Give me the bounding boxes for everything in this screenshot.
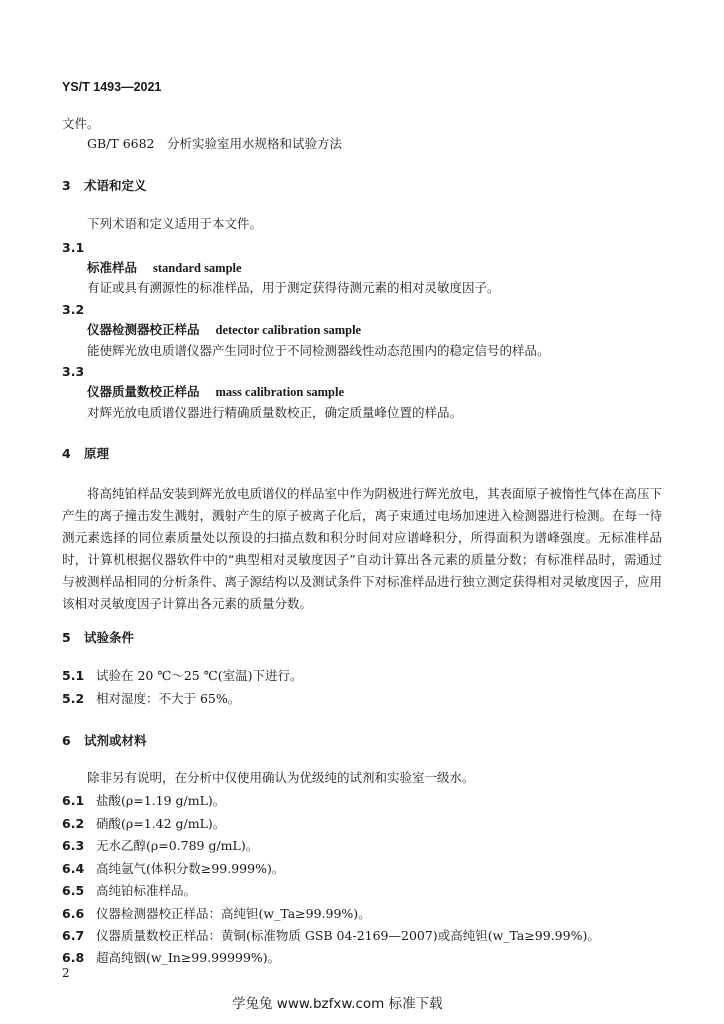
clause-text: 超高纯铟(w_In≥99.99999%)。	[96, 950, 281, 965]
clause-text: 高纯铂标准样品。	[96, 883, 197, 898]
clause-number: 6.5	[62, 883, 85, 898]
principle-paragraph: 将高纯铂样品安装到辉光放电质谱仪的样品室中作为阴极进行辉光放电，其表面原子被惰性气体在高压下产生的离子撞击发生溅射，溅射产生的原子被离子化后，离子束通过电场加速进入检测器进行检测。在每一待测元素选择的同位素质量处以预设的扫描点数和积分时间对应谱峰积分，所得面积为谱峰强度。无标准样品时，计算机根据仪器软件中的“典型相对灵敏度因子”自动计算出各元素的质量分数；有标准样品时，需通过与被测样品相同的分析条件、离子源结构以及测试条件下对标准样品进行独立测定获得相对灵敏度因子，应用该相对灵敏度因子计算出各元素的质量分数。	[62, 486, 663, 611]
reagent-6-3	[62, 838, 258, 854]
section-title: 原理	[84, 446, 110, 461]
term-title	[87, 322, 361, 338]
section-3-heading	[62, 178, 147, 194]
term-number: 3.2	[62, 302, 85, 317]
section-4-heading	[62, 446, 109, 462]
reagent-6-1	[62, 793, 225, 809]
section-number: 4	[62, 446, 71, 461]
reagent-6-6	[62, 906, 371, 922]
reagent-6-8	[62, 950, 280, 966]
reagent-6-2	[62, 816, 225, 832]
term-title	[87, 384, 344, 400]
clause-number: 6.2	[62, 816, 85, 831]
term-number: 3.3	[62, 364, 85, 379]
doc-header: YS/T 1493—2021	[62, 80, 162, 94]
section-title: 术语和定义	[84, 178, 147, 193]
term-definition: 对辉光放电质谱仪器进行精确质量数校正，确定质量峰位置的样品。	[87, 405, 463, 420]
section-title: 试剂或材料	[84, 733, 147, 748]
clause-text: 盐酸(ρ=1.19 g/mL)。	[96, 793, 226, 808]
clause-number: 6.6	[62, 906, 85, 921]
term-en: mass calibration sample	[215, 385, 344, 399]
clause-number: 6.1	[62, 793, 85, 808]
section-intro: 除非另有说明，在分析中仅使用确认为优级纯的试剂和实验室一级水。	[87, 770, 475, 785]
clause-number: 6.7	[62, 928, 85, 943]
term-title	[87, 260, 242, 276]
clause-text: 仪器质量数校正样品：黄铜(标准物质 GSB 04-2169—2007)或高纯钽(w_Ta≥99.99%)。	[96, 928, 600, 943]
section-6-heading	[62, 733, 147, 749]
reagent-6-7	[62, 928, 600, 944]
term-zh: 标准样品	[87, 260, 138, 275]
clause-number: 5.1	[62, 668, 85, 683]
term-en: detector calibration sample	[215, 323, 362, 337]
clause-text: 仪器检测器校正样品：高纯钽(w_Ta≥99.99%)。	[96, 906, 371, 921]
clause-text: 无水乙醇(ρ=0.789 g/mL)。	[96, 838, 259, 853]
clause-text: 硝酸(ρ=1.42 g/mL)。	[96, 816, 226, 831]
term-definition: 能使辉光放电质谱仪器产生同时位于不同检测器线性动态范围内的稳定信号的样品。	[87, 343, 550, 358]
clause-text: 试验在 20 ℃～25 ℃(室温)下进行。	[96, 668, 303, 683]
clause-5-2	[62, 691, 240, 707]
section-number: 5	[62, 630, 71, 645]
term-zh: 仪器检测器校正样品	[87, 322, 200, 337]
reagent-6-5	[62, 883, 196, 899]
section-title: 试验条件	[84, 630, 135, 645]
site-watermark: 学兔兔 www.bzfxw.com 标准下载	[232, 996, 443, 1012]
reagent-6-4	[62, 861, 284, 877]
clause-number: 6.4	[62, 861, 85, 876]
reference-gbt6682: GB/T 6682 分析实验室用水规格和试验方法	[87, 136, 343, 151]
section-number: 3	[62, 178, 71, 193]
term-number: 3.1	[62, 240, 85, 255]
section-number: 6	[62, 733, 71, 748]
section-intro: 下列术语和定义适用于本文件。	[87, 216, 263, 231]
text-line: 文件。	[62, 116, 100, 131]
term-en: standard sample	[153, 261, 242, 275]
clause-text: 相对湿度：不大于 65%。	[96, 691, 241, 706]
clause-number: 5.2	[62, 691, 85, 706]
clause-number: 6.8	[62, 950, 85, 965]
page-number: 2	[62, 966, 70, 980]
clause-text: 高纯氩气(体积分数≥99.999%)。	[96, 861, 285, 876]
term-definition: 有证或具有溯源性的标准样品，用于测定获得待测元素的相对灵敏度因子。	[87, 280, 500, 295]
clause-5-1	[62, 668, 302, 684]
term-zh: 仪器质量数校正样品	[87, 384, 200, 399]
clause-number: 6.3	[62, 838, 85, 853]
section-5-heading	[62, 630, 134, 646]
